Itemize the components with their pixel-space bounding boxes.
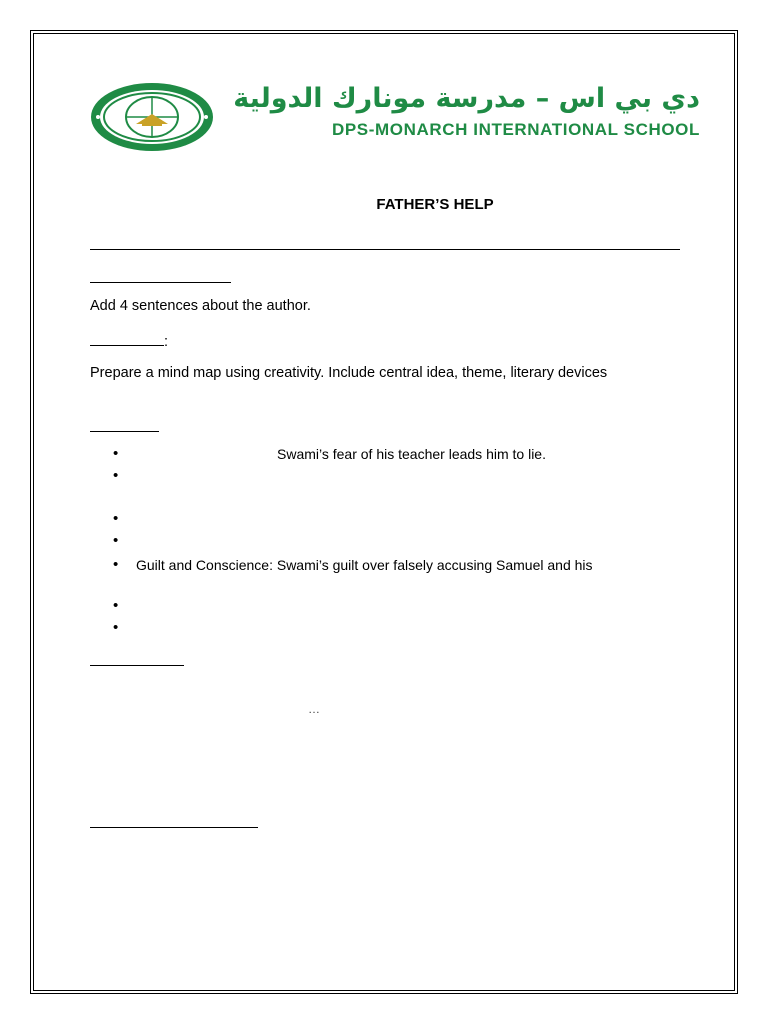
- bullet-icon: •: [113, 597, 119, 614]
- school-name-arabic: دي بي اس – مدرسة مونارك الدولية: [233, 83, 700, 114]
- heading-blank-author: [90, 282, 231, 283]
- bullet-icon: •: [113, 619, 119, 636]
- mind-map-blank: [90, 333, 164, 346]
- bullet-icon: •: [113, 556, 119, 573]
- page-title: FATHER’S HELP: [376, 196, 494, 213]
- mind-map-colon: :: [164, 334, 169, 350]
- bullet-icon: •: [113, 445, 119, 462]
- ellipsis-text: …: [308, 702, 320, 716]
- mind-map-instruction: Prepare a mind map using creativity. Include central idea, theme, literary devices: [90, 365, 608, 381]
- heading-blank-section: [90, 665, 184, 666]
- school-name-english: DPS-MONARCH INTERNATIONAL SCHOOL: [331, 120, 700, 139]
- bullet-icon: •: [113, 467, 119, 484]
- bullet-icon: •: [113, 532, 119, 549]
- bullet-text: Swami’s fear of his teacher leads him to lie.: [277, 446, 546, 462]
- bullet-text: Guilt and Conscience: Swami’s guilt over falsely accusing Samuel and his: [136, 557, 593, 573]
- school-logo-icon: [90, 82, 214, 152]
- heading-blank-footer: [90, 827, 258, 828]
- page-border-inner: [33, 33, 735, 991]
- title-divider: [90, 249, 680, 250]
- heading-blank-themes: [90, 431, 159, 432]
- bullet-icon: •: [113, 510, 119, 527]
- mind-map-label: [90, 333, 168, 350]
- author-instruction: Add 4 sentences about the author.: [90, 298, 311, 314]
